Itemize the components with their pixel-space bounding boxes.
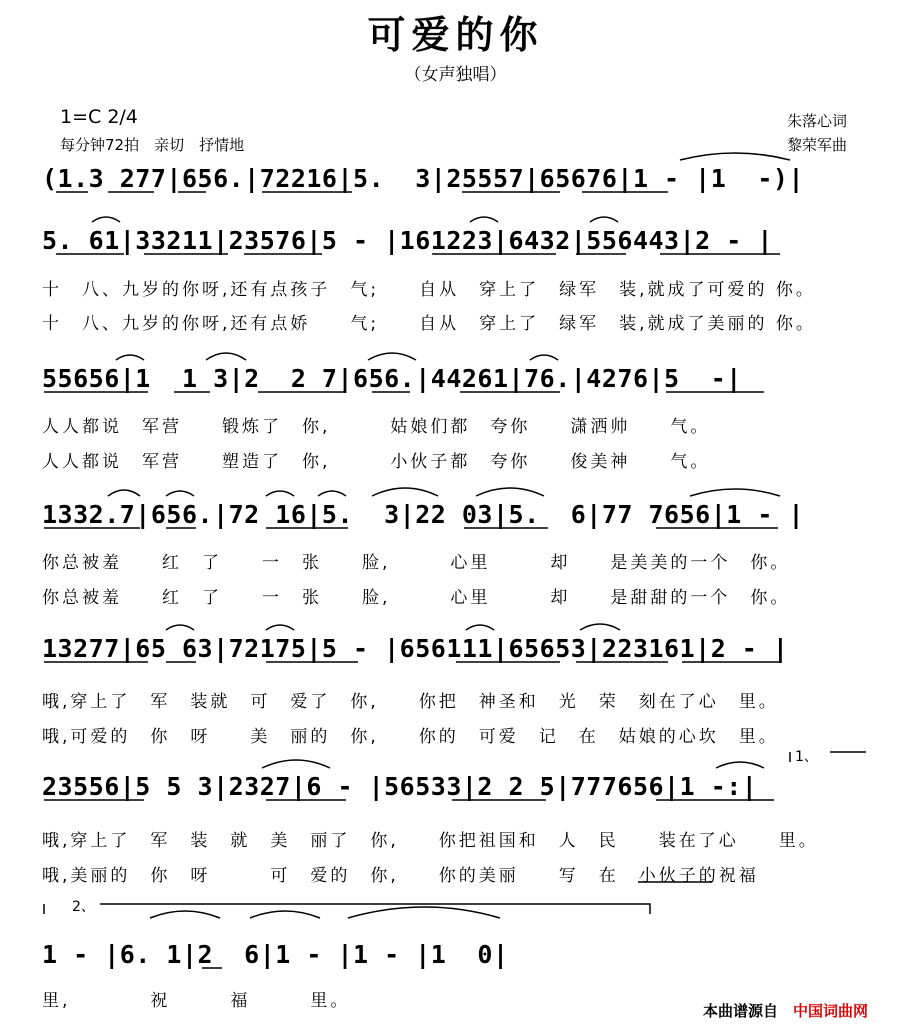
slur [680, 153, 790, 160]
slur [716, 762, 764, 768]
key-signature: 1=C 2/4 [60, 106, 138, 128]
slur [372, 488, 438, 496]
footer-site-link[interactable]: 中国词曲网 [793, 1002, 869, 1020]
slur [476, 488, 544, 496]
slur [590, 217, 618, 222]
volta-1-bracket [790, 752, 866, 762]
lyric-line-2b: 十 八、九岁的你呀,还有点娇 气; 自从 穿上了 绿军 装,就成了美丽的 你。 [42, 314, 816, 334]
slur [150, 911, 220, 918]
slur [166, 491, 194, 496]
lyric-line-5a: 哦,穿上了 军 装就 可 爱了 你, 你把 神圣和 光 荣 刻在了心 里。 [42, 692, 779, 712]
slur [262, 760, 330, 768]
slur [530, 355, 558, 360]
lyric-line-3b: 人人都说 军营 塑造了 你, 小伙子都 夸你 俊美神 气。 [42, 452, 711, 472]
slur [690, 489, 780, 496]
page-title: 可爱的你 [367, 12, 544, 57]
music-line-7: 1 - |6. 1|2 6|1 - |1 - |1 0| [42, 940, 509, 969]
slur [92, 217, 120, 222]
music-line-6: 23556|5 5 3|2327|6 - |56533|2 2 5|777656|1 -:| [42, 772, 758, 801]
lyric-line-5b: 哦,可爱的 你 呀 美 丽的 你, 你的 可爱 记 在 姑娘的心坎 里。 [42, 727, 779, 747]
volta-2-bracket [44, 904, 650, 914]
volta-1-label: 1、 [795, 749, 818, 765]
slur [368, 353, 416, 360]
slur [470, 217, 498, 222]
music-line-4: 1332.7|656.|72 16|5. 3|22 03|5. 6|77 7656|1 - | [42, 500, 805, 529]
footer-source: 本曲谱源自 [703, 1002, 779, 1020]
slur [108, 490, 140, 496]
lyric-line-2a: 十 八、九岁的你呀,还有点孩子 气; 自从 穿上了 绿军 装,就成了可爱的 你。 [42, 280, 816, 300]
tempo-marking: 每分钟72拍 亲切 抒情地 [60, 136, 245, 154]
subtitle: （女声独唱） [404, 65, 507, 85]
slur [266, 491, 294, 496]
lyric-line-7: 里, 祝 福 里。 [42, 991, 351, 1011]
music-line-3: 55656|1 1 3|2 2 7|656.|44261|76.|4276|5 -| [42, 364, 742, 393]
slur [318, 491, 346, 496]
lyric-line-4a: 你总被羞 红 了 一 张 脸, 心里 却 是美美的一个 你。 [42, 553, 791, 573]
slur [116, 355, 144, 360]
lyric-line-4b: 你总被羞 红 了 一 张 脸, 心里 却 是甜甜的一个 你。 [42, 588, 791, 608]
music-line-5: 13277|65 63|72175|5 - |656111|65653|223161|2 - | [42, 634, 789, 663]
composer-credit: 黎荣军曲 [787, 136, 848, 154]
slur [348, 907, 500, 918]
slur [206, 353, 246, 360]
lyricist-credit: 朱落心词 [787, 112, 848, 130]
slur [466, 625, 494, 630]
lyric-line-6a: 哦,穿上了 军 装 就 美 丽了 你, 你把祖国和 人 民 装在了心 里。 [42, 831, 819, 851]
volta-2-label: 2、 [72, 899, 95, 915]
music-line-2: 5. 61|33211|23576|5 - |161223|6432|556443|2 - | [42, 226, 773, 255]
slur [580, 624, 620, 630]
slur [166, 625, 194, 630]
slur [250, 911, 320, 918]
slur [266, 625, 294, 630]
music-line-1: (1.3 277|656.|72216|5. 3|25557|65676|1 - |1 -)| [42, 164, 805, 193]
lyric-line-3a: 人人都说 军营 锻炼了 你, 姑娘们都 夸你 潇洒帅 气。 [42, 417, 711, 437]
lyric-line-6b: 哦,美丽的 你 呀 可 爱的 你, 你的美丽 写 在 小伙子的祝福 [42, 866, 759, 886]
